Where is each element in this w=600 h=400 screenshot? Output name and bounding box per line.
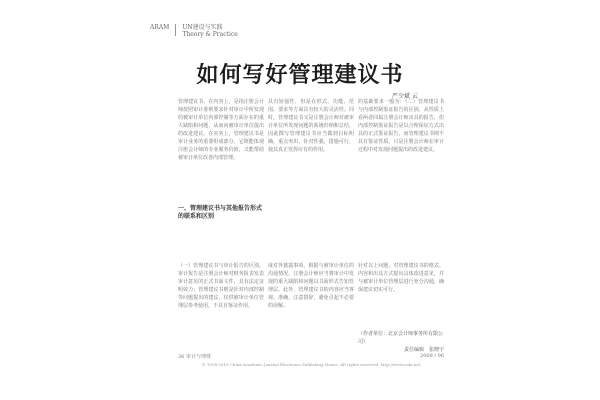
body-column-3: 的基础要求一般为：（二）管理建议书与内部控制鉴证报告的区别。从性质上看两者同属注册会计师出具的报告，但内部控制鉴证报告是以合理保证方式出具的正式鉴证报告，而管理建议书则不具有鉴证性质，只是注册会计师在审计过程中对发现问题提出的改进建议。 [358,99,444,153]
article-author: 严少斌 云 [392,93,418,100]
lower-column-2: 成对外披露事项，根据与被审计单位的沟通情况，注册会计师应当将审计中发现的重大缺陷和问题以书面形式告知管理层。此外，管理建议书的内容应当客观、准确，注意措辞，避免引起不必要的误解。 [268,263,354,309]
author-affiliation [358,330,444,354]
page-footer [178,353,444,360]
body-column-2: 具有较强性，但是在形式、功能、范围、要求等方面具有较大的灵活性。同时，管理建议书又是注册会计师对被审计单位所发现问题的系统归纳和总结，因此撰写管理建议书应当做到目标明确、重点突出、针对性强、措施可行，使其真正发挥应有的作用。 [268,99,354,153]
article-title: 如何写好管理建议书 [196,62,404,88]
lower-column-1: （一）管理建议书与审计报告的区别。审计报告是注册会计师对财务报表发表审计意见的正式书面文件，具有法定证明效力；管理建议书则是针对内部控制等问题提出的建议，仅供被审计单位管理层参考使用，不具有鉴证作用。 [178,263,264,309]
body-column-1: 管理建议书，在内容上，是指注册会计师按照审计准则要求针对审计中所发现的被审计单位内部控制等方面存在的重大缺陷和问题，从而向被审计单位提出的改进建议。在实务上，管理建议书是审计业务的重要组成部分，它既能体现注册会计师的专业服务价值，又能帮助被审计单位改善内部管理。 [178,99,264,161]
lower-column-3: 针对以上问题，对管理建议书的格式、内容和出具方式提出具体改进意见，并与被审计单位管理层进行充分沟通，确保建议切实可行。 [358,263,444,293]
journal-left-mark: ARAM [150,24,170,31]
header-divider [175,24,176,36]
journal-header [150,24,450,38]
section-heading: 一、管理建议书与其他报告形式的联系和区别 [178,205,263,220]
journal-subtitle: Theory & Practice [182,31,238,38]
footer-page-info: 36 审计与理财 [178,354,211,360]
journal-name-block [182,24,238,38]
affiliation-text: （作者单位：北京会计师事务所有限公司） [358,331,444,345]
copyright-notice: © 1994-2010 China Academic Journal Electronic Publishing House. All rights reserved. http://www.cnki.net [201,362,421,367]
editor-credit: 责任编辑 张晓宇 [403,347,444,353]
footer-issue: 2008 / 06 [420,353,444,359]
journal-name: UN建设与实践 [182,24,223,31]
